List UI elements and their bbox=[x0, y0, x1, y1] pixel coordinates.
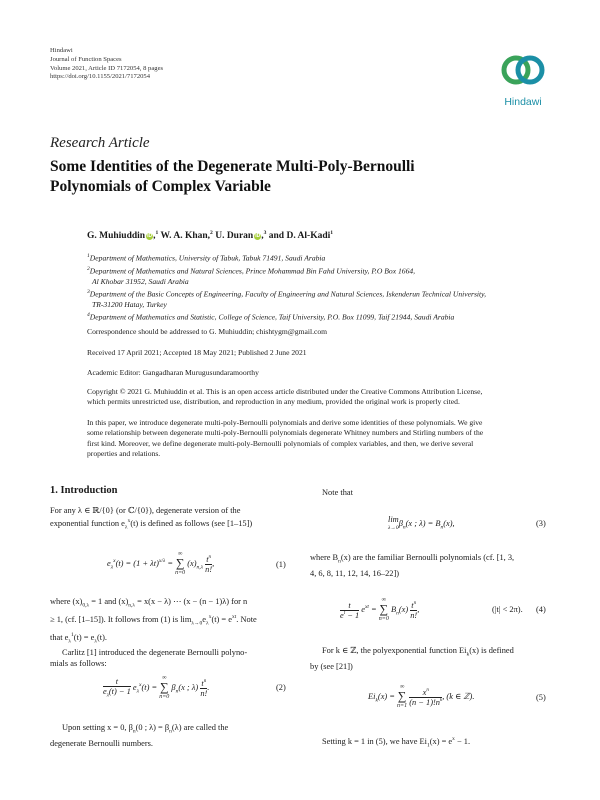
abstract-line: properties and relations. bbox=[87, 448, 161, 458]
text-line: (λ) are called the bbox=[171, 723, 229, 732]
equation-4-condition: (|t| < 2π). bbox=[492, 605, 523, 614]
affiliations bbox=[87, 251, 557, 323]
journal-name: Journal of Function Spaces bbox=[50, 55, 122, 63]
author-4: and D. Al-Kadi bbox=[268, 231, 331, 242]
polyexp-paragraph: For k ∈ ℤ, the polyexponential function $Ei_k(x)$ is defined by (see [21]) bbox=[310, 645, 550, 672]
orcid-icon[interactable]: iD bbox=[255, 233, 261, 240]
affiliation-3-cont bbox=[87, 300, 557, 310]
author-sup: 1 bbox=[155, 230, 159, 236]
title-line-1: Some Identities of the Degenerate Multi-Poly-Bernoulli bbox=[50, 158, 415, 175]
author-sup: 3 bbox=[263, 230, 267, 236]
author-sep: , bbox=[261, 231, 264, 242]
hindawi-logo-icon bbox=[496, 50, 550, 92]
equation-4-number: (4) bbox=[536, 605, 546, 614]
text-line: where $B_n(x)$ are the familiar Bernoulli polynomials (cf. [1, 3, bbox=[310, 553, 515, 565]
affiliation-2-cont bbox=[87, 277, 557, 287]
text-line: e bbox=[202, 614, 207, 624]
affiliation-text: Department of the Basic Concepts of Engineering, Faculty of Engineering and Natural Sciences, Iskenderun Technical University, bbox=[89, 289, 487, 299]
text-line: (0 ; λ) = β bbox=[135, 723, 170, 732]
text-line: (t) is defined as follows (see [1–15]) bbox=[130, 519, 253, 528]
intro-paragraph-2: where $(x)_{0,\lambda} = 1$ and $(x)_{n,\lambda} = x(x - \lambda)$ ⋯ (x − (n − 1)λ) for n ≥ 1, (cf. [1–15]). It follows from (1) is $\lim_{\lambda\to 0}e_\lambda^x(t) = e^{xt}$. Note that $e_\lambda^1(t) = e_\lambda(t)$. Carlitz [1] introduced the degenerate Bernoulli polyno- mials as follows: bbox=[50, 596, 290, 670]
affiliation-sup: 1 bbox=[87, 253, 90, 259]
author-sup: 1 bbox=[330, 230, 334, 236]
article-type: Research Article bbox=[50, 135, 150, 151]
abstract-line: first kind. Moreover, we define degenerate multi-poly-Bernoulli polynomials of complex variables, and then, we derive several bbox=[87, 438, 474, 448]
equation-2: $\frac{t}{e_\lambda(t) - 1}$ $e_\lambda^x(t)$ = ∞ ∑ n=0 $\beta_n(x$ ; λ) $\frac{t^n}{n!}$ . bbox=[103, 675, 210, 700]
copyright bbox=[87, 387, 555, 408]
text-line: . Note bbox=[236, 614, 257, 624]
text-line: 4, 6, 8, 11, 12, 14, 16–22]) bbox=[310, 568, 400, 578]
affiliation-4 bbox=[87, 310, 557, 323]
abstract-line: some relationship between degenerate multi-poly-Bernoulli polynomials degenerate Whitney numbers and Stirling numbers of the bbox=[87, 428, 484, 438]
equation-2-number: (2) bbox=[276, 683, 286, 692]
affiliation-sup: 3 bbox=[87, 288, 90, 295]
text-line: (t). bbox=[97, 632, 108, 642]
intro-paragraph-1: For any λ ∈ ℝ/{0} (or ℂ/{0}), degenerate version of the exponential function $e_\lambda^x(t)$ is defined as follows (see [1–15]) bbox=[50, 505, 290, 534]
bernoulli-paragraph bbox=[310, 552, 550, 579]
abstract-line: In this paper, we introduce degenerate multi-poly-Bernoulli polynomials and derive some identities of these polynomials. We give bbox=[87, 418, 483, 427]
affiliation-text: Department of Mathematics and Natural Sciences, Prince Mohammad Bin Fahd University, P.O Box 1664, bbox=[89, 266, 416, 276]
text-line: degenerate Bernoulli numbers. bbox=[50, 738, 154, 748]
text-line: exponential function e bbox=[50, 519, 125, 528]
text-line: = 1 and (x) bbox=[89, 597, 129, 606]
equation-1-number: (1) bbox=[276, 560, 286, 569]
hindawi-logo bbox=[496, 50, 550, 108]
note-that: Note that bbox=[322, 488, 353, 497]
correspondence: Correspondence should be addressed to G. Muhiuddin; chishtygm@gmail.com bbox=[87, 327, 328, 336]
text-line: Carlitz [1] introduced the degenerate Bernoulli polyno- bbox=[62, 648, 248, 658]
section-heading-introduction: 1. Introduction bbox=[50, 485, 118, 496]
text-line: Setting k = 1 in (5), we have Ei bbox=[322, 736, 427, 746]
author-2: W. A. Khan, bbox=[160, 231, 211, 242]
author-list bbox=[87, 230, 333, 241]
affiliation-1 bbox=[87, 251, 557, 264]
equation-5-number: (5) bbox=[536, 693, 546, 702]
academic-editor: Academic Editor: Gangadharan Murugusundaramoorthy bbox=[87, 368, 259, 377]
journal-header bbox=[50, 47, 163, 82]
affiliation-2 bbox=[87, 264, 557, 277]
affiliation-text: Department of Mathematics, University of Tabuk, Tabuk 71491, Saudi Arabia bbox=[89, 253, 326, 263]
affiliation-text: TR-31200 Hatay, Turkey bbox=[92, 299, 167, 309]
affiliation-3 bbox=[87, 287, 557, 300]
affiliation-sup: 4 bbox=[87, 312, 90, 319]
affiliation-text: Al Khobar 31952, Saudi Arabia bbox=[92, 276, 189, 286]
copyright-line: which permits unrestricted use, distribution, and reproduction in any medium, provided the original work is properly cited. bbox=[87, 397, 460, 407]
text-line: (x) is defined bbox=[469, 646, 514, 655]
volume-line: Volume 2021, Article ID 7172054, 8 pages bbox=[50, 64, 164, 72]
text-line: (t) = e bbox=[73, 632, 95, 642]
author-sup: 2 bbox=[210, 230, 213, 236]
text-line: ≥ 1, (cf. [1–15]). It follows from (1) is lim bbox=[50, 614, 192, 624]
equation-3-number: (3) bbox=[536, 519, 546, 528]
equation-5: $Ei_k(x)$ = ∞ ∑ n=1 $\frac{x^n}{(n - 1)!n^k}$ , (k ∈ ℤ). bbox=[368, 684, 475, 709]
text-line: where (x) bbox=[50, 597, 83, 606]
affiliation-text: Department of Mathematics and Statistic, College of Science, Taif University, P.O. Box 11099, Taif 21944, Saudi Arabia bbox=[89, 312, 455, 322]
text-line: by (see [21]) bbox=[310, 661, 353, 671]
intro-paragraph-4: Upon setting x = 0, $\beta_n(0$ ; $\lambda) = \beta_n(\lambda)$ are called the degenerate Bernoulli numbers. bbox=[50, 722, 290, 749]
text-line: (t) = e bbox=[211, 614, 232, 624]
author-3: U. Duran bbox=[215, 231, 254, 242]
text-line: Upon setting x = 0, β bbox=[62, 723, 133, 732]
text-line: For k ∈ ℤ, the polyexponential function Ei bbox=[322, 646, 467, 655]
text-line: − 1. bbox=[454, 736, 471, 746]
text-line: that e bbox=[50, 632, 69, 642]
affiliation-sup: 2 bbox=[87, 265, 90, 272]
author-1: G. Muhiuddin bbox=[87, 231, 146, 242]
setting-k-paragraph: Setting k = 1 in (5), we have $Ei_1(x) = e^x - 1$. bbox=[322, 736, 471, 749]
hindawi-logo-text: Hindawi bbox=[504, 96, 542, 108]
orcid-icon[interactable]: iD bbox=[147, 233, 153, 240]
text-line: (x) = e bbox=[429, 736, 453, 746]
author-sep: , bbox=[153, 231, 156, 242]
text-line: For any λ ∈ ℝ/{0} (or ℂ/{0}), degenerate version of the bbox=[50, 506, 241, 515]
subscript: n bbox=[338, 558, 341, 565]
publisher-name: Hindawi bbox=[50, 47, 73, 54]
text-line: = x(x − λ) ⋯ (x − (n − 1)λ) for n bbox=[135, 597, 248, 606]
abstract bbox=[87, 418, 555, 459]
text-line: mials as follows: bbox=[50, 659, 107, 669]
equation-1: $e_\lambda^x(t) = (1 + \lambda t)^{x/\lambda}$ = ∞ ∑ n=0 $(x)_{n,\lambda}$ $\frac{t^n}{n!}$ , bbox=[107, 551, 215, 576]
article-title bbox=[50, 157, 415, 197]
copyright-line: Copyright © 2021 G. Muhiuddin et al. This is an open access article distributed under the Creative Commons Attribution License, bbox=[87, 387, 483, 396]
doi-link[interactable]: https://doi.org/10.1155/2021/7172054 bbox=[50, 73, 151, 81]
equation-4: $\frac{t}{e^t - 1}$ $e^{xt}$ = ∞ ∑ n=0 $B_n(x)$ $\frac{t^n}{n!}$ , bbox=[340, 597, 420, 622]
equation-3: lim $\lambda\to 0\beta_n(x$ ; $\lambda) = B_n(x)$, bbox=[388, 515, 455, 531]
title-line-2: Polynomials of Complex Variable bbox=[50, 178, 271, 195]
publication-dates: Received 17 April 2021; Accepted 18 May 2021; Published 2 June 2021 bbox=[87, 348, 307, 357]
